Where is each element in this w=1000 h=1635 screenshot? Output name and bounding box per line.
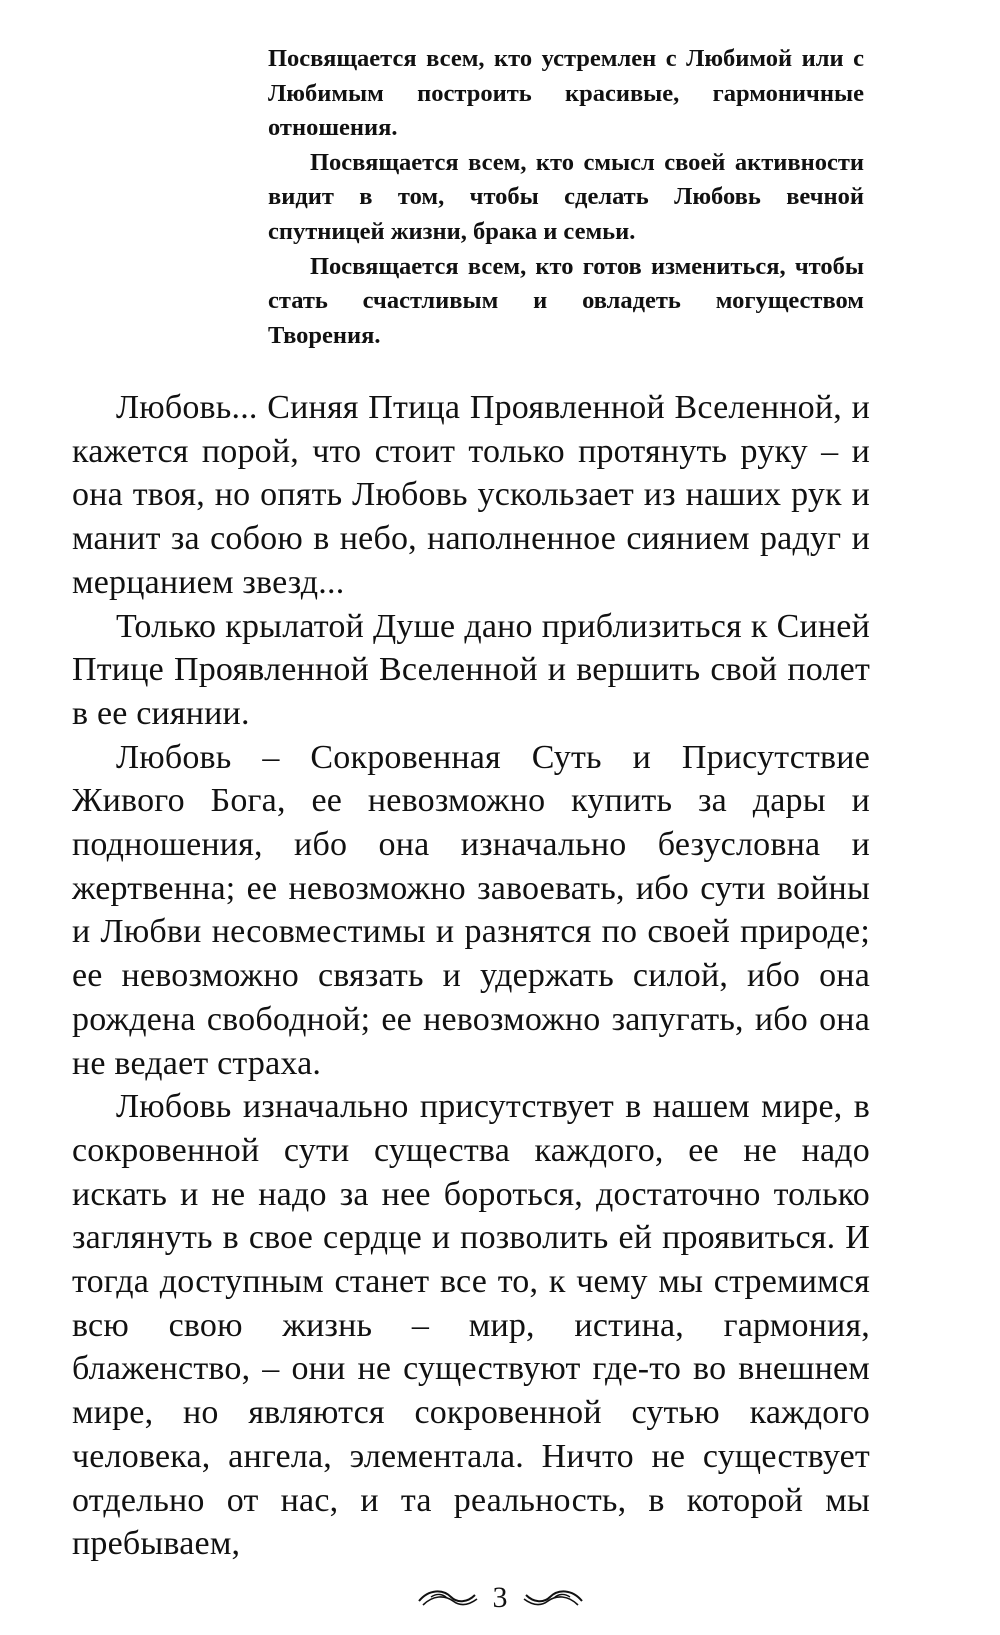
flourish-left-icon xyxy=(417,1585,479,1611)
page-number: 3 xyxy=(492,1581,508,1614)
body-paragraph-4: Любовь изначально присутствует в нашем мире, в сокровенной сути существа каждого, ее не надо искать и не надо за нее бороться, достаточно только заглянуть в свое сердце и позволить ей проявиться. И тогда доступным станет все то, к чему мы стремимся всю свою жизнь – мир, истина, гармония, блаженство, – они не существуют где-то во внешнем мире, но являются сокровенной сутью каждого человека, ангела, элементала. Ничто не существует отдельно от нас, и та реальность, в которой мы пребываем, xyxy=(72,1088,870,1563)
dedication-paragraph-2: Посвящается всем, кто смысл своей активности видит в том, чтобы сделать Любовь вечной спутницей жизни, брака и семьи. xyxy=(268,148,864,245)
page-footer xyxy=(0,1578,1000,1618)
dedication-paragraph-3: Посвящается всем, кто готов измениться, чтобы стать счастливым и овладеть могуществом Творения. xyxy=(268,252,864,349)
body-paragraph-1: Любовь... Синяя Птица Проявленной Вселенной, и кажется порой, что стоит только протянуть руку – и она твоя, но опять Любовь ускользает из наших рук и манит за собою в небо, наполненное сиянием радуг и мерцанием звезд... xyxy=(72,389,870,601)
dedication-block xyxy=(268,42,864,353)
body-paragraph-3: Любовь – Сокровенная Суть и Присутствие Живого Бога, ее невозможно купить за дары и подношения, ибо она изначально безусловна и жертвенна; ее невозможно завоевать, ибо сути войны и Любви несовместимы и разнятся по своей природе; ее невозможно связать и удержать силой, ибо она рождена свободной; ее невозможно запугать, ибо она не ведает страха. xyxy=(72,738,870,1082)
main-text xyxy=(72,386,870,1566)
body-paragraph-2: Только крылатой Душе дано приблизиться к Синей Птице Проявленной Вселенной и вершить свой полет в ее сиянии. xyxy=(72,607,870,732)
dedication-paragraph-1: Посвящается всем, кто устремлен с Любимой или с Любимым построить красивые, гармоничные отношения. xyxy=(268,45,864,142)
flourish-right-icon xyxy=(522,1585,584,1611)
